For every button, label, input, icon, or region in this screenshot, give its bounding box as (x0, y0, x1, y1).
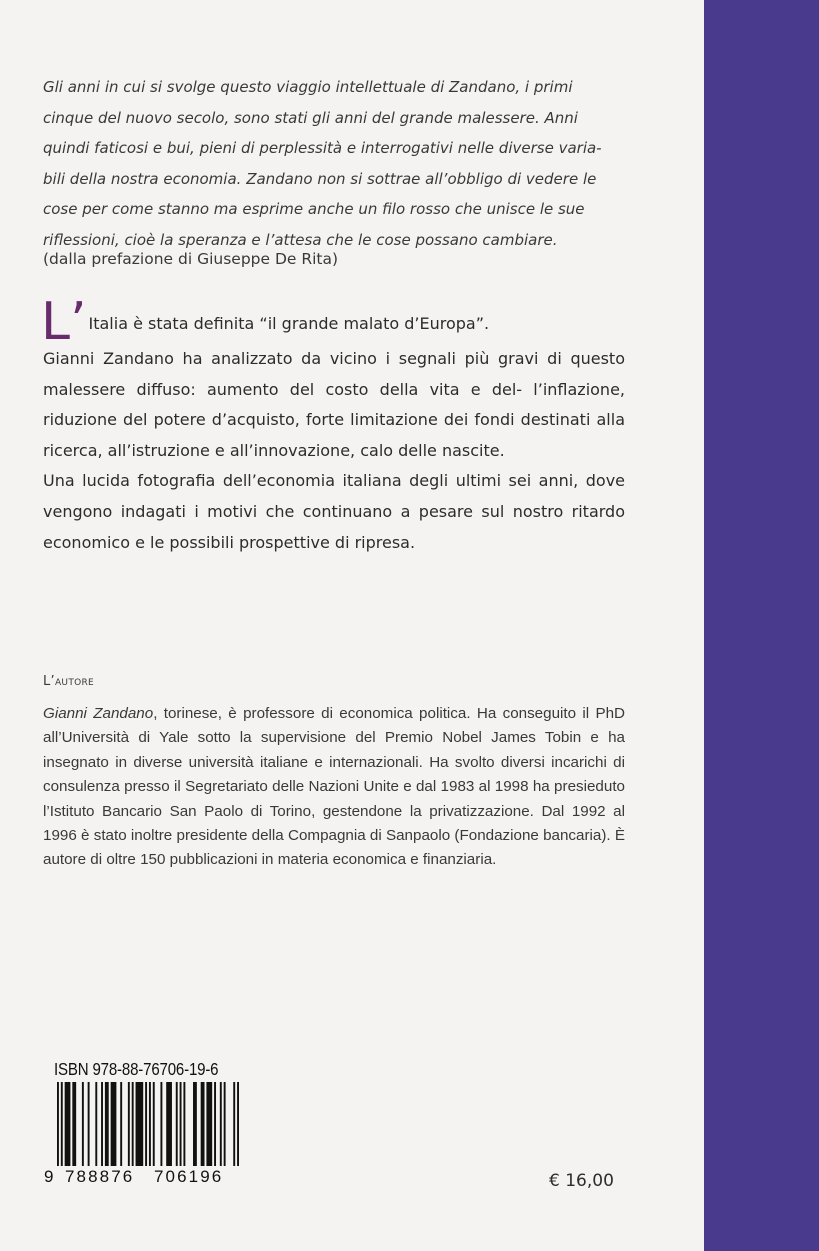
quote-line: bili della nostra economia. Zandano non si sottrae all’obbligo di vedere le (43, 169, 597, 188)
barcode-bar (65, 1082, 71, 1166)
purple-side-band (704, 0, 819, 1251)
quote-line: cose per come stanno ma esprime anche un filo rosso che unisce le sue (43, 200, 585, 218)
barcode-bar (136, 1082, 144, 1166)
blurb-paragraph: Una lucida fotografia dell’economia italiana degli ultimi sei anni, dove vengono indagati i motivi che continuano a pesare sul nostro ritardo economico e le possibili prospettive di ripresa. (43, 471, 625, 552)
barcode-bar (201, 1082, 205, 1166)
author-bio-text: , torinese, è professore di economica politica. Ha conseguito il PhD all’Università di Yale sotto la supervisione del Premio Nobel James Tobin e ha insegnato in diverse università italiane e internazionali. Ha svolto diversi incarichi di consulenza presso il Segretariato delle Nazioni Unite e dal 1983 al 1998 ha presieduto l’Istituto Bancario San Paolo di Torino, gestendone la privatizzazione. Dal 1992 al 1996 è stato inoltre presidente della Compagnia di Sanpaolo (Fondazione bancaria). È autore di oltre 150 pubblicazioni in materia economica e finanziaria. (43, 705, 625, 869)
author-name: Gianni Zandano (43, 705, 154, 722)
barcode-bar (206, 1082, 212, 1166)
barcode-bar (82, 1082, 84, 1166)
barcode-bar (153, 1082, 155, 1166)
barcode-bar (149, 1082, 151, 1166)
barcode-bar (237, 1082, 239, 1166)
quote-line: quindi faticosi e bui, pieni di perplessità e interrogativi nelle diverse varia- (43, 139, 602, 157)
author-bio (43, 702, 625, 873)
barcode-bar (176, 1082, 178, 1166)
barcode (57, 1082, 239, 1166)
barcode-bar (111, 1082, 117, 1166)
barcode-bar (193, 1082, 197, 1166)
barcode-bar (220, 1082, 222, 1166)
barcode-bar (160, 1082, 162, 1166)
barcode-bar (233, 1082, 235, 1166)
blurb-paragraph: Gianni Zandano ha analizzato da vicino i segnali più gravi di questo malessere diffuso: aumento del costo della vita e del- l’inflazione, riduzione del potere d’acquisto, forte limitazione dei fondi destinati alla ricerca, all’istruzione e all’innovazione, calo delle nascite. (43, 349, 625, 460)
barcode-digits-left: 788876 (65, 1167, 135, 1186)
barcode-bar (132, 1082, 134, 1166)
barcode-digit-first: 9 (44, 1167, 54, 1186)
drop-cap: L’ (41, 292, 87, 352)
barcode-bar (88, 1082, 90, 1166)
barcode-bar (180, 1082, 182, 1166)
barcode-bar (105, 1082, 109, 1166)
barcode-bar (120, 1082, 122, 1166)
barcode-bar (145, 1082, 147, 1166)
author-heading: L’autore (43, 674, 95, 689)
barcode-bar (95, 1082, 97, 1166)
quote-line: Gli anni in cui si svolge questo viaggio intellettuale di Zandano, i primi (43, 78, 573, 96)
quote-attribution: (dalla prefazione di Giuseppe De Rita) (43, 250, 339, 268)
barcode-bar (57, 1082, 59, 1166)
barcode-bar (72, 1082, 76, 1166)
blurb (41, 292, 625, 558)
quote-line: cinque del nuovo secolo, sono stati gli anni del grande malessere. Anni (43, 108, 578, 127)
blurb-first-line: Italia è stata definita “il grande malato d’Europa”. (88, 314, 490, 333)
barcode-bar (214, 1082, 216, 1166)
barcode-digits-right: 706196 (154, 1167, 224, 1186)
barcode-bar (183, 1082, 185, 1166)
barcode-bar (61, 1082, 63, 1166)
barcode-bar (224, 1082, 226, 1166)
quote-line: riflessioni, cioè la speranza e l’attesa che le cose possano cambiare. (43, 230, 558, 249)
preface-quote (43, 72, 643, 255)
barcode-bar (166, 1082, 172, 1166)
price: € 16,00 (549, 1171, 614, 1191)
barcode-bar (101, 1082, 103, 1166)
isbn-label: ISBN 978-88-76706-19-6 (54, 1059, 219, 1079)
barcode-bar (128, 1082, 130, 1166)
